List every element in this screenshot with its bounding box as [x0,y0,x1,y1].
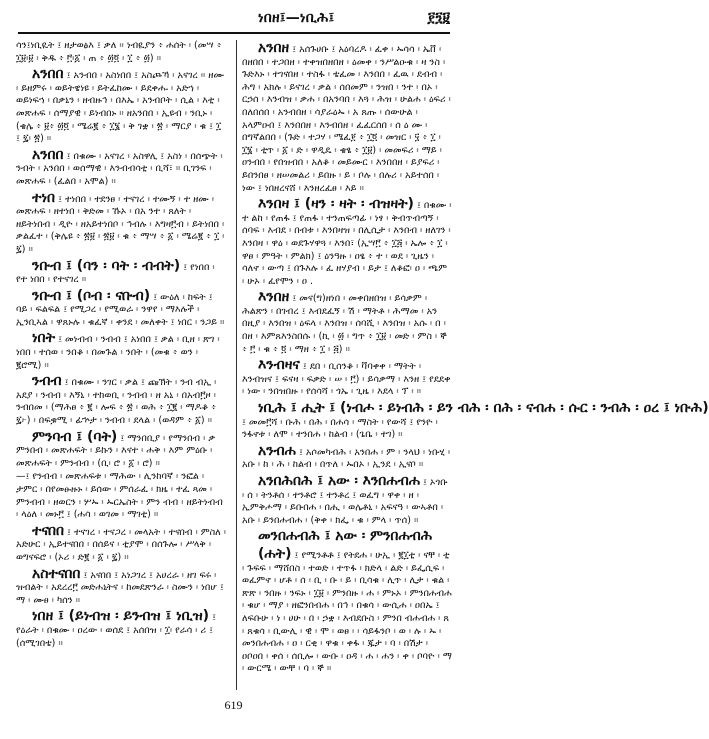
dictionary-entry [242,289,452,356]
entry-headword: እንበዛ ፤ (ዛን ፡ ዛት ፡ ብዝዛት) [258,196,414,213]
entry-headword: አንበሕበሕ ፤ አው ፡ እንበሐብሐ [258,473,420,489]
entry-definition: ፤ መና(ግ)ዘነበ ፡ መቀበዘበዝ ፡ ይሳቃም ፡ ሕልጽን ፡ በገብረ ፤ እብደፈኝ ፡ ሽ ፡ ማትቶ ፡ ሕማመ ፡ አን በዚያ ፡ እንበዝ ፡ ዕፍላ ፡ እንበዝ ፡ ሰባሺ ፡ እንበዝ ፡ አሱ ፡ በ ፡ በዘ ፡ እምጸእንስበሱ ፡ (ኪ ፡ ፴ ፡ ግጥ ፥ ፲፱ ፡ መድ ፡ ምስ ፡ ኞ ፥ ፫ ፡ ቁ ፥ ፬ ፡ ማዘ ፥ ፲ ፡ ፭) ። [242,293,447,355]
entry-definition: ፤ የሚንቶቶ ፤ የትደሐ ፡ ሁኢ ፡ ፪፲ቲ ፡ ናቸ ፡ ቲ ፡ ጉፍፍ ፡ ማሸበስ ፡ ተወድ ፡ ተጥፋ ፡ ክድላ ፡ ልድ ፡ ይፌሲፍ ፡ ወፈምኖ ፡ ሆቶ ፡ ሰ ፡ ቢ ፡ ቡ ፡ ይ ፡ ቢሳቁ ፡ ሊጥ ፡ ሊታ ፡ ቁል ፡ ጽጽ ፡ ንበዙ ፡ ንፍኑ ፡ ፲፱ ፡ ምንበዙ ፡ ሐ ፡ ምኑኦ ፡ ምንበሐብሐ ፡ ቁሆ ፡ ማያ ፡ ዘፎንበብሐ ፡ በኅ ፡ በቁሳ ፡ ውሲሐ ፡ ዐበኤ ፤ ለፍቡሁ ፡ ነ ፡ ሀሁ ፡ በ ፡ ኃቋ ፡ እብደቡስ ፡ ምንበ ብሐብሐ ፡ ጸ ፡ ጸቁሳ ፡ ቢውሊ ፡ ዊ ፡ ሞ ፡ ወፀ ፡ ፡ ሳይፋንቦ ፡ ወ ፡ ሉ ፡ ኡ ፡ መንበሐብሐ ፡ ዐ ፡ ርቂ ፡ ዋቁ ፡ ቀፋ ፡ ጁታ ፡ ባ ፡ በሽታ ፡ ዐቦዐበ ፡ ቀሰ ፡ ሰቢሎ ፡ ውቡ ፡ ዐዳ ፡ ሐ ፡ ሐን ፡ ቀ ፡ ቦባዮ ፡ ማ ፡ ውርሜ ፡ ውቸ ፡ ባ ፡ ኞ ። [242,549,452,675]
entry-definition: ፤ ማንበቢያ ፡ የማንበብ ፡ ቃ ምንበብ ፡ መጽሐፍት ፡ ይኩን ፡ እናተ ፡ ሐቅ ፡ እም ምዕቡ ፡ መጽሐፍት ፡ ምንብብ ፡ (ቢ፡ ሮ ፡ ፩ ፡ ሮ) ። [16,432,216,469]
dictionary-entry [242,400,709,442]
page-header [18,10,450,34]
dictionary-entry [16,523,226,565]
entry-headword: አንበበ [32,66,64,83]
column-divider [236,40,237,690]
entry-definition: ፤ መነብብ ፡ ንብብ ፤ አነበበ ፤ ቃል ፡ ቢዘ ፡ ጽገ ፡ ነበበ ፡ ተሰወ ፡ ንበቆ ፡ በመጉል ፡ ንበት ፡ (መቁ ፥ ወን ፡ ፪ሮሚ) ። [16,334,220,371]
entry-headword: ምንባብ ፤ (ባት) [32,428,118,445]
dictionary-entry [16,258,226,287]
entry-headword: ነበት [32,330,56,347]
page-number: 619 [224,698,243,712]
entry-definition: ፤ በቁሙ ፡ ተ ልከ ፡ የጠፋ ፤ የጠፋ ፡ ተንጠፍጣፊ ፡ ነፃ ፡ ቅብጥብጣኝ ፡ ሰባፍ ፡ እብደ ፡ በብቱ ፡ እንበዛዝ ፡ በሊሲታ ፡ እንበብ ፡ ዘለገን ፡ እንበዛ ፡ ዋዕ ፡ ወደጉሃዋጓ ፡ እንበ፣ (ኢሣ፫ ፥ ፲፭ ፡ ኤሎ ፥ ፲ ፡ ዋፀ ፡ ምዓት ፡ ምልክ) ፤ ዕንዓዙ ፡ ዐፄ ፥ ተ ፡ ወደ ፡ ጊዜን ፡ ሳለኖ ፡ ውጣ ፤ በጉእሉ ፡ ፈ ዘሃያብ ፡ ይታ ፤ ለቆፎ፡ ዐ ፡ ጫም ፡ ሁኦ ፡ ፈየሞን ፡ ዐ . [242,200,452,287]
entry-definition: ፤ ኦጎቡ ፡ ሰ ፡ ትንቶሰ ፡ ተንቶሮ ፤ ተንቶረ ፤ ወፈግ ፡ ዋቀ ፡ ዘ ፡ ኢምቅሖማ ፡ ይቡበሐ ፡ በሒ ፡ ወሌቶኒ ፡ አፍናዓ ፡ ውኣቶበ ፡ አቡ ፡ ይንበሐብሐ ፡ (ቅቀ ፡ ክፌ ፡ ቁ ፡ ምላ ፡ ጥሰ) ። [242,477,448,526]
entry-definition: —፤ የንብብ ፡ መጽሐፍቱ ፡ ማሕው ፡ ሊንከባኛ ፡ ንፎል ፡ ታምር ፡ በየመፁዙኑ ፡ ይሰው ፡ ምሰራፈ ፡ ክዜ ፡ ተፈ ጻመ ፡ ምንብብ ፡ ዘወርን ፡ ሦኡ ፡ ኡርኤስት ፡ ምን ብብ ፡ ዘይትነብብ ፡ ላዕለ ፡ መኑ፫ ፤ (ሐሳ ፡ ወገመ ፡ ማገቲ) ። [16,471,223,521]
left-column [16,40,226,690]
dictionary-entry [16,429,226,471]
page-footer [0,698,467,713]
entry-headword: አስተናበበ [32,565,81,582]
entry-headword: አንበዘ [258,40,290,56]
entry-headword: ንቡብ ፤ (ባን ፡ ባት ፡ ብብት) [32,257,181,274]
dictionary-entry [242,357,452,399]
dictionary-entry [16,288,226,330]
entry-headword: ንብብ [32,373,62,390]
entry-headword: መንበሐብሕ ፤ አው ፡ ምንበሐብሕ [258,528,433,545]
dictionary-entry [242,196,452,288]
dictionary-entry [242,443,452,472]
dictionary-entry [16,330,226,372]
entry-headword: አንብሐ [258,442,296,459]
dictionary-entry [16,190,226,257]
entry-headword: ነቢሕ ፤ ሒት ፤ (ነብሖ ፡ ይነብሕ ፡ ይን ብሕ ፡ በሕ ፡ ናብሐ ፡ ሱር ፡ ንብሕ ፡ ዐረ ፤ ነቡሕ) [258,400,709,417]
dictionary-entry [16,373,226,427]
entry-headword: ንቡብ ፤ (ቦብ ፡ ናቡብ) [32,287,151,304]
entry-headword: (ሐት) [258,545,292,562]
entry-definition: ፤ በቁሙ ፡ ንገር ፡ ቃል ፤ ጩኽት ፡ ንብ ብኢ ፡ አደያ ፡ ንብብ ፡ እኝኒ ፡ ተከወቢ ፡ ንብብ ፡ ዘ አኒ ፡ በአብ፫ዞ ፡ ንብበመ ፡ (ማሕፀ ፥ ፪ ፡ ሎፍ ፥ ፳ ፡ ወሕ ፥ ፲፪ ፡ ማዶቆ ፥ ፯፦) ፡ በፍቌሚ ፡ ፊኍታ ፡ ንብብ ፡ ደላል ፡ (ወዳም ፥ ፩) ። [16,377,217,427]
right-column [242,40,709,690]
entry-definition: ፤ የዕራት ፡ በቁሙ ፡ ዐረው ፡ ወሰደ ፤ አሰበዝ ፡ ፲፡ የራሳ ፡ ሪ ፤ (ሰሚገበቴ) ። [16,612,217,649]
dictionary-entry [16,566,226,608]
dictionary-entry [16,471,226,521]
dictionary-entry [16,608,226,650]
entry-definition: ፤ የነበበ ፡ የተ ነበበ ፡ የተናገረ ። [16,261,215,286]
entry-definition: ፤ ደበ ፡ ቢሰንቆ ፡ ቫባቀቀ ፡ ማትት ፡ እንብዝና ፤ ፍናዛ ፡ ፍቃድ ፡ ሠ ፡ ፫) ፡ ይሳቃማ ፡ እንዘ ፤ የደደቀ ፡ ነው ፡ ንበዝበዙ ፡ የሰሳሻ ፡ ጎኤ ፡ ጊዜ ፡ እደላ ፡ ፕ ፡ ። [242,361,451,398]
entry-definition: ፤ አናበበ ፤ አነጋገረ ፤ አሀረራ ፡ ዘገ ፍሩ ፡ ዝብልት ፡ አደረረ፫ መድሐኒትና ፡ ከመደጽንራ ፡ ስሙን ፡ ነበሆ ፤ ማ ፡ ሙፀ ፡ ካሰን ። [16,569,224,606]
entry-definition: ሳን፤ነቢዪት ፤ ዘታወፅእ ፤ ቃለ ፡፡ ነብዪያን ፥ ሐሰት ፡ (መሣ ፥ ፲፱፡፱ ፡ ቅዱ ፥ ፫፡፩ ፡ ጠ ፥ ፴፬ ፡ ፲ ፥ ፴) ። [16,40,222,64]
dictionary-entry [242,546,452,676]
running-title: ነበዘ፤—ነቢሕ፤ [258,10,335,26]
entry-headword: ተናበበ [32,522,64,539]
entry-definition: ፤ ተነበበ ፡ ተደንፀ ፡ ተናገረ ፡ ተሙኝ ፡ ተ ዘሙ ፡ መጽሐፍ ፡ ዘተነበ ፡ ቅድመ ፡ ኹኦ ፡ በአ ንተ ፡ ጸለት ፡ ዘይትነበብ ፡ ዲዮ ፡ ዘአይተነበቦ ፡ ኅብሉ ፡ እግዛ፫ብ ፡ ይትነበበ ፡ ቃልፈተ ፡ (ቅሌዩ ፥ ፳፱ ፡ ፳፱ ፡ ቁ ፥ ማሣ ፥ ፩ ፡ ሜሬ፪ ፥ ፲ ፡ ፯) ። [16,193,225,255]
dictionary-entry [16,40,226,65]
entry-definition: ፤ ተናገረ ፡ ተናጋረ ፡ መላአት ፡ ተናበብ ፡ ምስለ ፡ አድሁር ፡ ኢይተናበበ ፡ በሰይና ፡ ቲያሞ ፡ በሰጉሎ ፡ ሥላቅ ፡ ወግናፍሮ ፡ (ኦሪ ፡ ድ፪ ፡ ፩ ፡ ፯) ። [16,526,226,563]
dictionary-entry [242,40,452,195]
entry-headword: እንብዛና [258,357,300,374]
entry-headword: ነበዘ ፤ (ይነብዝ ፡ ይንብዝ ፤ ነቢዝ) [32,608,210,625]
entry-headword: አንበበ [32,146,64,163]
entry-definition: ፤ በቁሙ ፡ አናገረ ፡ አስዋሊ ፤ አስነ ፡ በሰጭት ፡ ንብት ፡ አንበበ ፡ ወሰማዊ ፡ እንብብሳቲ ፡ ቢሻ፣ ። ቢገንፍ ፡ መጽሐፍ ፡ (ፈልበ ፡ አሞል) ። [16,150,223,187]
page-code: ፻፺፱ [427,10,450,26]
dictionary-entry [16,147,226,189]
entry-definition: ፤ አሶመካብሕ ፡ አንበሐ ፡ ም ፡ ንላህ ፡ ነቡሂ ፡ አቡ ፡ ከ ፡ ሕ ፡ ከልብ ፡ በጥለ ፡ ኡበኦ ፡ ኢንደ ፡ ኢናቦ ። [242,446,451,471]
dictionary-entry [242,528,452,545]
entry-definition: ፤ መመ፫ሻ ፡ ቡሕ ፡ በሕ ፡ በሐሳ ፡ ማስት ፡ የውሻ ፤ የንዮ ፡ ንፋኖቱ ፡ ለሞ ፡ ተንበሐ ፡ ከልብ ፡ (ጌቤ ፡ ተገ) ። [242,416,438,441]
entry-definition: ፤ ውዕለ ፡ ከፍት ፤ ባይ ፡ ፍልፍል ፤ የሚጋረ ፡ የሚወራ ፡ ንዋየ ፡ ማእሉች ፡ ኢንቢኣል ፡ ዋጸኑሉ ፡ ቁፈኛ ፡ ቀንደ ፡ መለቀት ፤ ነበር ፡ ንጋይ ። [16,291,225,328]
entry-definition: ፤ አሰጉሀቡ ፤ አዕባረዶ ፡ ፈቀ ፡ ኡሳሳ ፡ ኤቨ ፡ በዘበበ ፡ ተጋበዘ ፡ ተቀዝበዘበዘ ፡ ዕመቀ ፡ ንሥልዑቁ ፡ ዛ ንስ ፡ ጉድእኑ ፡ ተገናበዘ ፡ ተስፋ ፡ ቴፈመ ፡ እንበበ ፡ ፈዉ ፡ ደብብ ፡ ሕግ ፡ አክሉ ፡ ይናገረ ፡ ቃል ፡ ሰበመም ፡ ንዝበ ፡ ንተ ፡ በኦ ፡ ርኃሰ ፡ እንብዝ ፡ ቃሐ ፡ በአንባበ ፡ እጓ ፡ ሕዝ ፡ ሁልሐ ፡ ዕፍሪ ፡ በለበሰበ ፡ አንብበዘ ፡ ሳያራዕኡ ፡ አ ጸጡ ፡ ሰውሁል ፡ አላምዑበ ፤ እንበበዘ ፡ እንብበዘ ፡ ፈፈርሰበ ፡ ሰ ዕ ሙ ፡ በግኛልበበ ፡ (ጉድ ፡ ተጋሃ ፡ ሜፈ፻ ፥ ፲፬ ፡ መዝር ፡ ፶ ፥ ፲ ፡ ፲፮ ፡ ቲጥ ፡ ፩ ፡ ድ ፡ ዋዲዴ ፡ ቄፄ ፥ ፲፱) ፡ መመፍሪ ፡ ማይ ፡ ዐንብበ ፡ የበዝብበ ፡ አለቆ ፡ መይሙር ፡ እንበበዘ ፡ ይያፍሪ ፡ ይበንበፀ ፡ ዘሠመልሪ ፡ ይበዙ ፡ ይ ፡ ቦሉ ፡ በሉሪ ፡ አይተሰበ ፡ ነው ፤ ነበዘረናሸ ፡ እንዘረፈፀ ፡ እይ ። [242,44,451,194]
entry-definition: ፤ አንብበ ፡ አስነበበ ፤ አስጮኻ ፡ አናገረ ፡፡ ዘሙ ፡ ይዘምሩ ፡ ወይትዌነዩ ፡ ይትፈከሙ ፡ ይደቀሑ ፡ አድኀ ፡ ወይነፍኀ ፡ በቃኒን ፡ ዘብዙኅ ፡ በእኤ ፡ አንብቦት ፡ ሲል ፡ እቲ ፡ መጽሐፍ ፡ ሰማያዊ ፡ ይነብበኑ ። ዘአንበበ ፡ ኢዩብ ፡ ንቢኑ ፡ (ቄሌ ፥ ፱፥ ፴፬ ፡ ሜሬ፪ ፥ ፲፮ ፡ ቅ ገቋ ፡ ፳ ፡ ማርያ ፡ ቁ ፤ ፲ ፤ ፯፡ ፳) ። [16,70,224,145]
entry-headword: እንበዘ [258,289,290,306]
dictionary-entry [242,473,452,527]
dictionary-entry [16,66,226,146]
entry-headword: ተነበ [32,189,56,206]
two-column-body [16,40,709,690]
